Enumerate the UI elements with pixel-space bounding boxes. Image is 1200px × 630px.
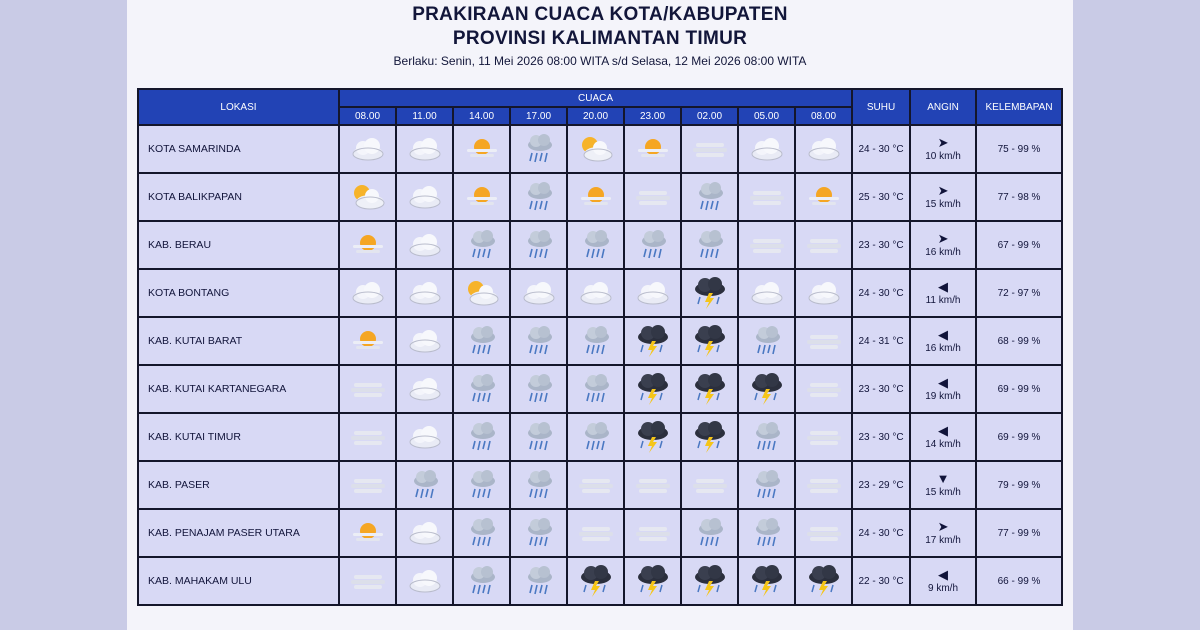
weather-cell <box>738 125 795 173</box>
rain-icon <box>462 516 502 550</box>
haze-icon <box>747 180 787 214</box>
thunderstorm-icon <box>690 276 730 310</box>
wind-cell <box>910 125 976 173</box>
weather-cell <box>510 557 567 605</box>
weather-cell <box>738 461 795 509</box>
wind-speed: 14 km/h <box>925 439 961 450</box>
weather-cell <box>738 173 795 221</box>
partly-cloudy-icon <box>348 180 388 214</box>
weather-cell <box>624 269 681 317</box>
haze-icon <box>747 228 787 262</box>
humidity: 66 - 99 % <box>976 557 1062 605</box>
weather-cell <box>510 365 567 413</box>
weather-cell <box>396 173 453 221</box>
location-name: KAB. KUTAI BARAT <box>138 317 339 365</box>
humidity: 68 - 99 % <box>976 317 1062 365</box>
cloudy-icon <box>405 564 445 598</box>
cloudy-icon <box>405 132 445 166</box>
header-suhu: SUHU <box>852 89 910 125</box>
header-time: 20.00 <box>567 107 624 125</box>
wind-cell <box>910 413 976 461</box>
table-row <box>138 365 1062 413</box>
temperature: 25 - 30 °C <box>852 173 910 221</box>
weather-cell <box>339 557 396 605</box>
weather-cell <box>738 221 795 269</box>
weather-cell <box>396 125 453 173</box>
weather-cell <box>681 413 738 461</box>
sunny-hazy-icon <box>462 132 502 166</box>
wind-direction-icon: ➤ <box>937 135 949 150</box>
table-row <box>138 269 1062 317</box>
haze-icon <box>348 564 388 598</box>
header-angin: ANGIN <box>910 89 976 125</box>
weather-cell <box>681 173 738 221</box>
weather-cell <box>510 317 567 365</box>
sunny-hazy-icon <box>804 180 844 214</box>
weather-cell <box>339 221 396 269</box>
weather-cell <box>681 557 738 605</box>
haze-icon <box>633 468 673 502</box>
temperature: 24 - 30 °C <box>852 269 910 317</box>
sunny-hazy-icon <box>576 180 616 214</box>
haze-icon <box>576 516 616 550</box>
rain-icon <box>462 228 502 262</box>
location-name: KAB. PENAJAM PASER UTARA <box>138 509 339 557</box>
rain-icon <box>462 420 502 454</box>
rain-icon <box>519 372 559 406</box>
table-row <box>138 317 1062 365</box>
wind-direction-icon: ◀ <box>938 279 949 294</box>
rain-icon <box>747 516 787 550</box>
wind-speed: 9 km/h <box>928 583 959 594</box>
wind-cell <box>910 221 976 269</box>
weather-cell <box>453 365 510 413</box>
cloudy-icon <box>405 276 445 310</box>
weather-cell <box>510 413 567 461</box>
weather-cell <box>396 365 453 413</box>
weather-cell <box>624 125 681 173</box>
header-lokasi: LOKASI <box>138 89 339 125</box>
thunderstorm-icon <box>633 420 673 454</box>
weather-cell <box>453 509 510 557</box>
location-name: KAB. KUTAI TIMUR <box>138 413 339 461</box>
humidity: 72 - 97 % <box>976 269 1062 317</box>
haze-icon <box>348 372 388 406</box>
weather-cell <box>510 269 567 317</box>
cloudy-icon <box>405 180 445 214</box>
weather-cell <box>567 125 624 173</box>
table-row <box>138 125 1062 173</box>
location-name: KAB. BERAU <box>138 221 339 269</box>
wind-speed: 15 km/h <box>925 487 961 498</box>
thunderstorm-icon <box>747 564 787 598</box>
haze-icon <box>804 468 844 502</box>
rain-icon <box>690 180 730 214</box>
cloudy-icon <box>405 516 445 550</box>
wind-direction-icon: ◀ <box>938 327 949 342</box>
table-row <box>138 221 1062 269</box>
location-name: KOTA BALIKPAPAN <box>138 173 339 221</box>
wind-direction-icon: ➤ <box>937 231 949 246</box>
weather-cell <box>681 125 738 173</box>
header-time: 17.00 <box>510 107 567 125</box>
weather-cell <box>510 173 567 221</box>
rain-icon <box>519 420 559 454</box>
page-title: PRAKIRAAN CUACA KOTA/KABUPATEN <box>412 4 788 25</box>
thunderstorm-icon <box>690 324 730 358</box>
table-row <box>138 413 1062 461</box>
wind-cell <box>910 173 976 221</box>
header-time: 02.00 <box>681 107 738 125</box>
wind-direction-icon: ◀ <box>938 375 949 390</box>
header-cuaca: CUACA <box>339 89 852 107</box>
haze-icon <box>348 420 388 454</box>
humidity: 77 - 99 % <box>976 509 1062 557</box>
haze-icon <box>804 324 844 358</box>
haze-icon <box>633 516 673 550</box>
humidity: 77 - 98 % <box>976 173 1062 221</box>
wind-cell <box>910 557 976 605</box>
haze-icon <box>576 468 616 502</box>
weather-cell <box>396 317 453 365</box>
weather-cell <box>396 269 453 317</box>
location-name: KOTA SAMARINDA <box>138 125 339 173</box>
weather-cell <box>681 317 738 365</box>
wind-speed: 10 km/h <box>925 151 961 162</box>
header-kelembapan: KELEMBAPAN <box>976 89 1062 125</box>
rain-icon <box>405 468 445 502</box>
rain-icon <box>519 132 559 166</box>
weather-cell <box>567 509 624 557</box>
rain-icon <box>462 372 502 406</box>
weather-cell <box>624 413 681 461</box>
forecast-table <box>137 88 1063 606</box>
header-time: 14.00 <box>453 107 510 125</box>
weather-cell <box>339 365 396 413</box>
weather-cell <box>339 269 396 317</box>
weather-cell <box>795 221 852 269</box>
haze-icon <box>348 468 388 502</box>
weather-cell <box>510 461 567 509</box>
humidity: 67 - 99 % <box>976 221 1062 269</box>
rain-icon <box>747 420 787 454</box>
weather-cell <box>453 461 510 509</box>
weather-cell <box>453 125 510 173</box>
rain-icon <box>519 468 559 502</box>
humidity: 69 - 99 % <box>976 413 1062 461</box>
thunderstorm-icon <box>690 372 730 406</box>
thunderstorm-icon <box>633 564 673 598</box>
weather-cell <box>681 461 738 509</box>
weather-cell <box>738 317 795 365</box>
thunderstorm-icon <box>633 372 673 406</box>
weather-cell <box>738 557 795 605</box>
weather-cell <box>795 413 852 461</box>
table-row <box>138 173 1062 221</box>
table-row <box>138 509 1062 557</box>
header-time: 05.00 <box>738 107 795 125</box>
weather-cell <box>567 173 624 221</box>
weather-cell <box>510 221 567 269</box>
weather-cell <box>681 365 738 413</box>
partly-cloudy-icon <box>462 276 502 310</box>
haze-icon <box>690 132 730 166</box>
weather-cell <box>795 173 852 221</box>
location-name: KAB. PASER <box>138 461 339 509</box>
thunderstorm-icon <box>747 372 787 406</box>
wind-cell <box>910 509 976 557</box>
temperature: 23 - 30 °C <box>852 365 910 413</box>
thunderstorm-icon <box>690 564 730 598</box>
cloudy-icon <box>747 276 787 310</box>
weather-cell <box>624 461 681 509</box>
header-time: 23.00 <box>624 107 681 125</box>
wind-cell <box>910 461 976 509</box>
weather-cell <box>795 365 852 413</box>
wind-speed: 19 km/h <box>925 391 961 402</box>
validity-period: Berlaku: Senin, 11 Mei 2026 08:00 WITA s/d Selasa, 12 Mei 2026 08:00 WITA <box>393 54 807 68</box>
weather-cell <box>453 317 510 365</box>
temperature: 23 - 30 °C <box>852 221 910 269</box>
weather-cell <box>795 509 852 557</box>
wind-direction-icon: ➤ <box>937 519 949 534</box>
weather-cell <box>738 365 795 413</box>
weather-cell <box>681 221 738 269</box>
wind-speed: 11 km/h <box>925 295 961 306</box>
wind-direction-icon: ▼ <box>936 471 950 486</box>
weather-cell <box>396 509 453 557</box>
weather-cell <box>795 317 852 365</box>
temperature: 24 - 31 °C <box>852 317 910 365</box>
thunderstorm-icon <box>804 564 844 598</box>
weather-cell <box>738 413 795 461</box>
temperature: 24 - 30 °C <box>852 125 910 173</box>
sunny-hazy-icon <box>462 180 502 214</box>
cloudy-icon <box>633 276 673 310</box>
rain-icon <box>519 516 559 550</box>
cloudy-icon <box>405 324 445 358</box>
weather-cell <box>624 173 681 221</box>
weather-cell <box>738 509 795 557</box>
rain-icon <box>576 228 616 262</box>
temperature: 22 - 30 °C <box>852 557 910 605</box>
weather-cell <box>453 221 510 269</box>
cloudy-icon <box>405 372 445 406</box>
table-row <box>138 461 1062 509</box>
weather-cell <box>795 557 852 605</box>
weather-cell <box>396 557 453 605</box>
rain-icon <box>747 468 787 502</box>
weather-cell <box>567 221 624 269</box>
rain-icon <box>519 228 559 262</box>
location-name: KAB. KUTAI KARTANEGARA <box>138 365 339 413</box>
sunny-hazy-icon <box>348 516 388 550</box>
header-time: 11.00 <box>396 107 453 125</box>
wind-speed: 15 km/h <box>925 199 961 210</box>
cloudy-icon <box>747 132 787 166</box>
haze-icon <box>633 180 673 214</box>
weather-cell <box>567 413 624 461</box>
cloudy-icon <box>519 276 559 310</box>
weather-cell <box>567 557 624 605</box>
partly-cloudy-icon <box>576 132 616 166</box>
wind-speed: 16 km/h <box>925 343 961 354</box>
rain-icon <box>576 372 616 406</box>
location-name: KAB. MAHAKAM ULU <box>138 557 339 605</box>
rain-icon <box>519 180 559 214</box>
rain-icon <box>519 564 559 598</box>
thunderstorm-icon <box>576 564 616 598</box>
wind-direction-icon: ➤ <box>937 183 949 198</box>
weather-cell <box>339 509 396 557</box>
rain-icon <box>462 324 502 358</box>
haze-icon <box>804 228 844 262</box>
weather-cell <box>453 557 510 605</box>
rain-icon <box>519 324 559 358</box>
weather-cell <box>567 365 624 413</box>
haze-icon <box>804 420 844 454</box>
temperature: 24 - 30 °C <box>852 509 910 557</box>
weather-cell <box>339 125 396 173</box>
cloudy-icon <box>348 276 388 310</box>
humidity: 79 - 99 % <box>976 461 1062 509</box>
sunny-hazy-icon <box>633 132 673 166</box>
temperature: 23 - 30 °C <box>852 413 910 461</box>
rain-icon <box>690 228 730 262</box>
weather-cell <box>396 413 453 461</box>
haze-icon <box>804 372 844 406</box>
wind-cell <box>910 269 976 317</box>
wind-direction-icon: ◀ <box>938 423 949 438</box>
cloudy-icon <box>405 420 445 454</box>
temperature: 23 - 29 °C <box>852 461 910 509</box>
weather-cell <box>624 509 681 557</box>
wind-speed: 16 km/h <box>925 247 961 258</box>
weather-cell <box>396 461 453 509</box>
weather-cell <box>567 461 624 509</box>
thunderstorm-icon <box>690 420 730 454</box>
rain-icon <box>690 516 730 550</box>
weather-cell <box>624 317 681 365</box>
rain-icon <box>462 564 502 598</box>
sunny-hazy-icon <box>348 324 388 358</box>
cloudy-icon <box>348 132 388 166</box>
haze-icon <box>690 468 730 502</box>
weather-cell <box>567 317 624 365</box>
rain-icon <box>576 324 616 358</box>
weather-cell <box>339 413 396 461</box>
humidity: 69 - 99 % <box>976 365 1062 413</box>
weather-cell <box>795 269 852 317</box>
table-row <box>138 557 1062 605</box>
weather-cell <box>624 557 681 605</box>
weather-cell <box>339 173 396 221</box>
weather-cell <box>339 461 396 509</box>
weather-cell <box>567 269 624 317</box>
wind-direction-icon: ◀ <box>938 567 949 582</box>
wind-cell <box>910 365 976 413</box>
haze-icon <box>804 516 844 550</box>
weather-cell <box>453 173 510 221</box>
weather-cell <box>510 509 567 557</box>
weather-cell <box>396 221 453 269</box>
cloudy-icon <box>576 276 616 310</box>
weather-cell <box>510 125 567 173</box>
page-subtitle: PROVINSI KALIMANTAN TIMUR <box>452 28 748 49</box>
weather-cell <box>681 269 738 317</box>
rain-icon <box>747 324 787 358</box>
sunny-hazy-icon <box>348 228 388 262</box>
wind-speed: 17 km/h <box>925 535 961 546</box>
wind-cell <box>910 317 976 365</box>
weather-cell <box>339 317 396 365</box>
weather-cell <box>453 413 510 461</box>
weather-cell <box>795 125 852 173</box>
rain-icon <box>633 228 673 262</box>
location-name: KOTA BONTANG <box>138 269 339 317</box>
thunderstorm-icon <box>633 324 673 358</box>
header-time: 08.00 <box>339 107 396 125</box>
weather-cell <box>738 269 795 317</box>
weather-cell <box>624 221 681 269</box>
header-time: 08.00 <box>795 107 852 125</box>
rain-icon <box>462 468 502 502</box>
rain-icon <box>576 420 616 454</box>
weather-cell <box>795 461 852 509</box>
cloudy-icon <box>405 228 445 262</box>
cloudy-icon <box>804 276 844 310</box>
humidity: 75 - 99 % <box>976 125 1062 173</box>
weather-cell <box>624 365 681 413</box>
weather-cell <box>453 269 510 317</box>
weather-cell <box>681 509 738 557</box>
cloudy-icon <box>804 132 844 166</box>
